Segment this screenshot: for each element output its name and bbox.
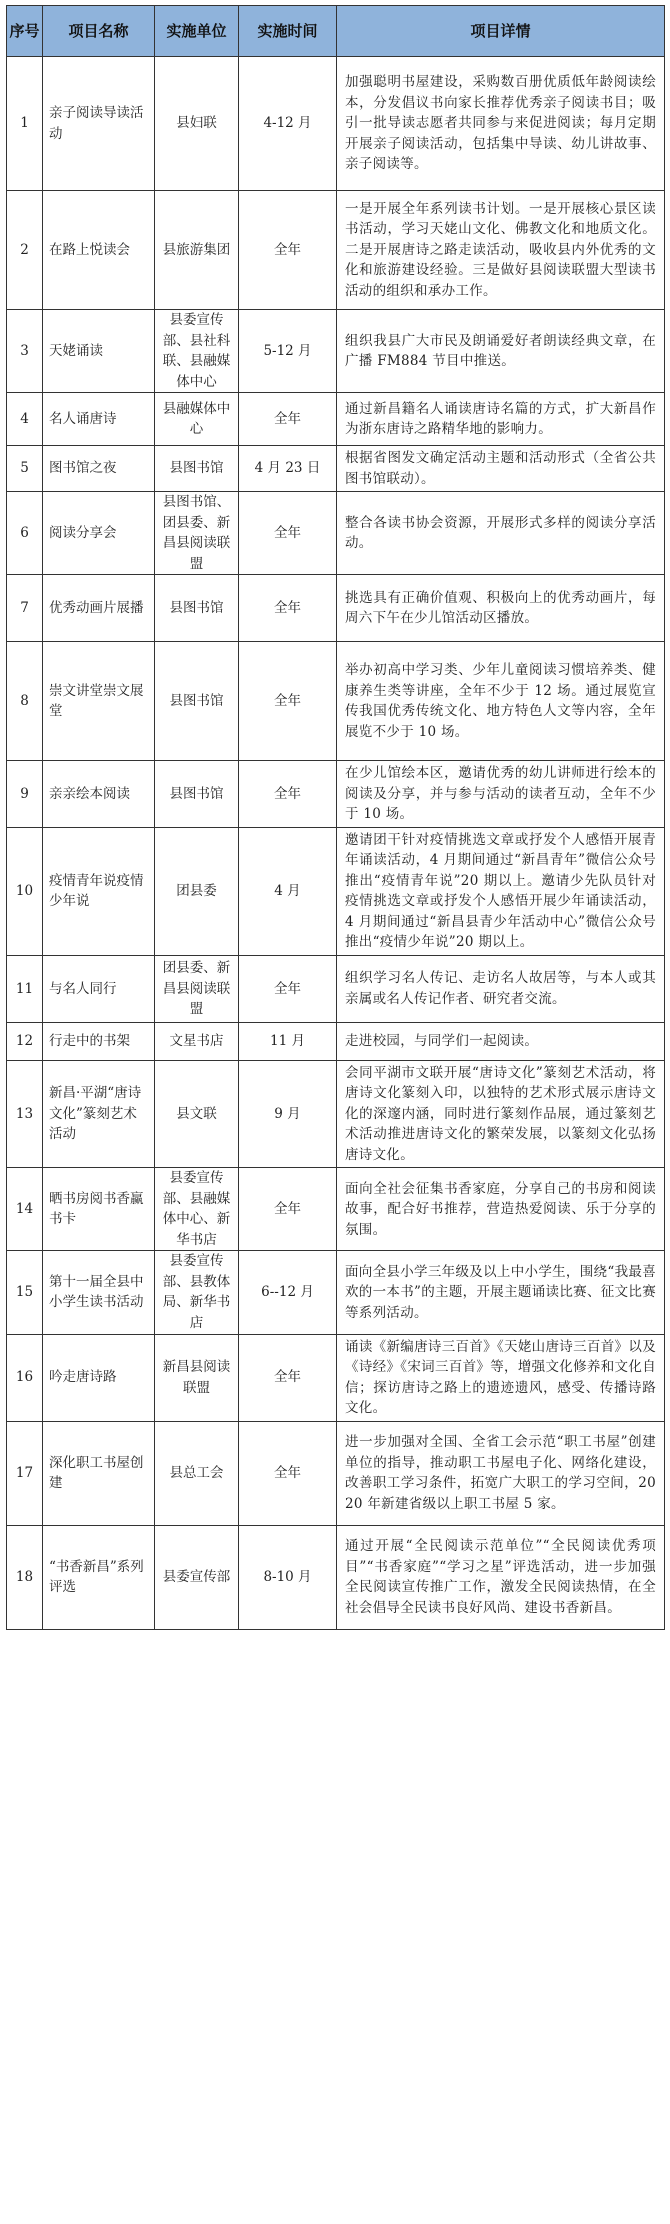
table-row bbox=[7, 492, 665, 575]
project-name: 图书馆之夜 bbox=[43, 446, 155, 492]
project-name: 在路上悦读会 bbox=[43, 191, 155, 310]
implementing-unit: 县融媒体中心 bbox=[155, 393, 239, 446]
table-row bbox=[7, 1525, 665, 1629]
project-detail: 通过新昌籍名人诵读唐诗名篇的方式，扩大新昌作为浙东唐诗之路精华地的影响力。 bbox=[337, 393, 665, 446]
row-number: 3 bbox=[7, 310, 43, 393]
implementation-time: 全年 bbox=[239, 575, 337, 642]
implementation-time: 全年 bbox=[239, 492, 337, 575]
row-number: 11 bbox=[7, 955, 43, 1022]
header-time: 实施时间 bbox=[239, 6, 337, 57]
table-row bbox=[7, 955, 665, 1022]
row-number: 18 bbox=[7, 1525, 43, 1629]
row-number: 6 bbox=[7, 492, 43, 575]
project-name: 行走中的书架 bbox=[43, 1022, 155, 1060]
table-row bbox=[7, 1168, 665, 1251]
row-number: 2 bbox=[7, 191, 43, 310]
project-detail: 在少儿馆绘本区，邀请优秀的幼儿讲师进行绘本的阅读及分享，并与参与活动的读者互动，全年不少于 10 场。 bbox=[337, 761, 665, 828]
activity-table bbox=[6, 5, 665, 1630]
implementing-unit: 县总工会 bbox=[155, 1421, 239, 1525]
implementation-time: 6--12 月 bbox=[239, 1251, 337, 1334]
implementing-unit: 县图书馆 bbox=[155, 575, 239, 642]
project-detail: 通过开展“全民阅读示范单位”“全民阅读优秀项目”“书香家庭”“学习之星”评选活动，进一步加强全民阅读宣传推广工作，激发全民阅读热情，在全社会倡导全民读书良好风尚、建设书香新昌。 bbox=[337, 1525, 665, 1629]
implementation-time: 全年 bbox=[239, 761, 337, 828]
project-detail: 进一步加强对全国、全省工会示范“职工书屋”创建单位的指导，推动职工书屋电子化、网络化建设，改善职工学习条件，拓宽广大职工的学习空间，2020 年新建省级以上职工书屋 5 家。 bbox=[337, 1421, 665, 1525]
project-name: 晒书房阅书香赢书卡 bbox=[43, 1168, 155, 1251]
table-row bbox=[7, 393, 665, 446]
project-detail: 组织我县广大市民及朗诵爱好者朗读经典文章，在广播 FM884 节目中推送。 bbox=[337, 310, 665, 393]
row-number: 16 bbox=[7, 1334, 43, 1421]
row-number: 7 bbox=[7, 575, 43, 642]
implementing-unit: 县旅游集团 bbox=[155, 191, 239, 310]
table-row bbox=[7, 827, 665, 955]
project-detail: 面向全县小学三年级及以上中小学生，围绕“我最喜欢的一本书”的主题，开展主题诵读比赛、征文比赛等系列活动。 bbox=[337, 1251, 665, 1334]
project-name: 深化职工书屋创建 bbox=[43, 1421, 155, 1525]
implementing-unit: 团县委 bbox=[155, 827, 239, 955]
implementing-unit: 县委宣传部、县教体局、新华书店 bbox=[155, 1251, 239, 1334]
implementing-unit: 县委宣传部、县社科联、县融媒体中心 bbox=[155, 310, 239, 393]
project-name: 天姥诵读 bbox=[43, 310, 155, 393]
project-name: 名人诵唐诗 bbox=[43, 393, 155, 446]
implementation-time: 全年 bbox=[239, 1421, 337, 1525]
project-detail: 会同平湖市文联开展“唐诗文化”篆刻艺术活动，将唐诗文化篆刻入印，以独特的艺术形式展示唐诗文化的深邃内涵，同时进行篆刻作品展，通过篆刻艺术活动推进唐诗文化的繁荣发展，以篆刻文化弘扬唐诗文化。 bbox=[337, 1060, 665, 1168]
table-header-row bbox=[7, 6, 665, 57]
table-row bbox=[7, 1421, 665, 1525]
project-name: 疫情青年说疫情少年说 bbox=[43, 827, 155, 955]
project-name: 第十一届全县中小学生读书活动 bbox=[43, 1251, 155, 1334]
project-detail: 组织学习名人传记、走访名人故居等，与本人或其亲属或名人传记作者、研究者交流。 bbox=[337, 955, 665, 1022]
implementing-unit: 文星书店 bbox=[155, 1022, 239, 1060]
implementation-time: 11 月 bbox=[239, 1022, 337, 1060]
implementing-unit: 县妇联 bbox=[155, 57, 239, 191]
implementing-unit: 县图书馆、团县委、新昌县阅读联盟 bbox=[155, 492, 239, 575]
table-row bbox=[7, 1022, 665, 1060]
table-row bbox=[7, 642, 665, 761]
implementation-time: 4 月 bbox=[239, 827, 337, 955]
row-number: 8 bbox=[7, 642, 43, 761]
row-number: 10 bbox=[7, 827, 43, 955]
implementation-time: 8-10 月 bbox=[239, 1525, 337, 1629]
table-row bbox=[7, 575, 665, 642]
project-detail: 加强聪明书屋建设，采购数百册优质低年龄阅读绘本，分发倡议书向家长推荐优秀亲子阅读书目；吸引一批导读志愿者共同参与来促进阅读；每月定期开展亲子阅读活动，包括集中导读、幼儿讲故事、亲子阅读等。 bbox=[337, 57, 665, 191]
row-number: 1 bbox=[7, 57, 43, 191]
table-row bbox=[7, 57, 665, 191]
implementing-unit: 县图书馆 bbox=[155, 446, 239, 492]
project-detail: 根据省图发文确定活动主题和活动形式（全省公共图书馆联动）。 bbox=[337, 446, 665, 492]
project-detail: 挑选具有正确价值观、积极向上的优秀动画片，每周六下午在少儿馆活动区播放。 bbox=[337, 575, 665, 642]
implementing-unit: 新昌县阅读联盟 bbox=[155, 1334, 239, 1421]
table-row bbox=[7, 761, 665, 828]
project-name: 亲亲绘本阅读 bbox=[43, 761, 155, 828]
project-name: 吟走唐诗路 bbox=[43, 1334, 155, 1421]
implementation-time: 9 月 bbox=[239, 1060, 337, 1168]
row-number: 13 bbox=[7, 1060, 43, 1168]
table-row bbox=[7, 1251, 665, 1334]
table-row bbox=[7, 1334, 665, 1421]
project-detail: 整合各读书协会资源，开展形式多样的阅读分享活动。 bbox=[337, 492, 665, 575]
implementation-time: 全年 bbox=[239, 642, 337, 761]
header-unit: 实施单位 bbox=[155, 6, 239, 57]
row-number: 12 bbox=[7, 1022, 43, 1060]
table-row bbox=[7, 191, 665, 310]
project-detail: 邀请团干针对疫情挑选文章或抒发个人感悟开展青年诵读活动，4 月期间通过“新昌青年”微信公众号推出“疫情青年说”20 期以上。邀请少先队员针对疫情挑选文章或抒发个人感悟开展少年诵读活动，4 月期间通过“新昌县青少年活动中心”微信公众号推出“疫情少年说”20 期以上。 bbox=[337, 827, 665, 955]
implementing-unit: 县文联 bbox=[155, 1060, 239, 1168]
row-number: 4 bbox=[7, 393, 43, 446]
header-detail: 项目详情 bbox=[337, 6, 665, 57]
implementing-unit: 县委宣传部 bbox=[155, 1525, 239, 1629]
implementation-time: 5-12 月 bbox=[239, 310, 337, 393]
implementation-time: 全年 bbox=[239, 1168, 337, 1251]
implementing-unit: 县委宣传部、县融媒体中心、新华书店 bbox=[155, 1168, 239, 1251]
project-detail: 举办初高中学习类、少年儿童阅读习惯培养类、健康养生类等讲座，全年不少于 12 场。通过展览宣传我国优秀传统文化、地方特色人文等内容，全年展览不少于 10 场。 bbox=[337, 642, 665, 761]
project-detail: 走进校园，与同学们一起阅读。 bbox=[337, 1022, 665, 1060]
implementing-unit: 团县委、新昌县阅读联盟 bbox=[155, 955, 239, 1022]
project-detail: 一是开展全年系列读书计划。一是开展核心景区读书活动，学习天姥山文化、佛教文化和地质文化。二是开展唐诗之路走读活动，吸收县内外优秀的文化和旅游建设经验。三是做好县阅读联盟大型读书活动的组织和承办工作。 bbox=[337, 191, 665, 310]
row-number: 9 bbox=[7, 761, 43, 828]
project-name: 与名人同行 bbox=[43, 955, 155, 1022]
row-number: 17 bbox=[7, 1421, 43, 1525]
implementation-time: 全年 bbox=[239, 191, 337, 310]
row-number: 15 bbox=[7, 1251, 43, 1334]
row-number: 14 bbox=[7, 1168, 43, 1251]
project-detail: 面向全社会征集书香家庭，分享自己的书房和阅读故事，配合好书推荐，营造热爱阅读、乐于分享的氛围。 bbox=[337, 1168, 665, 1251]
header-name: 项目名称 bbox=[43, 6, 155, 57]
project-name: 新昌·平湖“唐诗文化”篆刻艺术活动 bbox=[43, 1060, 155, 1168]
table-row bbox=[7, 1060, 665, 1168]
project-name: 阅读分享会 bbox=[43, 492, 155, 575]
table-row bbox=[7, 446, 665, 492]
header-no: 序号 bbox=[7, 6, 43, 57]
row-number: 5 bbox=[7, 446, 43, 492]
project-name: 崇文讲堂崇文展堂 bbox=[43, 642, 155, 761]
implementation-time: 全年 bbox=[239, 955, 337, 1022]
implementing-unit: 县图书馆 bbox=[155, 761, 239, 828]
table-row bbox=[7, 310, 665, 393]
implementing-unit: 县图书馆 bbox=[155, 642, 239, 761]
project-detail: 诵读《新编唐诗三百首》《天姥山唐诗三百首》以及《诗经》《宋词三百首》等，增强文化修养和文化自信；探访唐诗之路上的遗迹遗风，感受、传播诗路文化。 bbox=[337, 1334, 665, 1421]
project-name: 优秀动画片展播 bbox=[43, 575, 155, 642]
implementation-time: 全年 bbox=[239, 1334, 337, 1421]
implementation-time: 4 月 23 日 bbox=[239, 446, 337, 492]
table-body bbox=[7, 57, 665, 1630]
project-name: “书香新昌”系列评选 bbox=[43, 1525, 155, 1629]
implementation-time: 4-12 月 bbox=[239, 57, 337, 191]
project-name: 亲子阅读导读活动 bbox=[43, 57, 155, 191]
implementation-time: 全年 bbox=[239, 393, 337, 446]
